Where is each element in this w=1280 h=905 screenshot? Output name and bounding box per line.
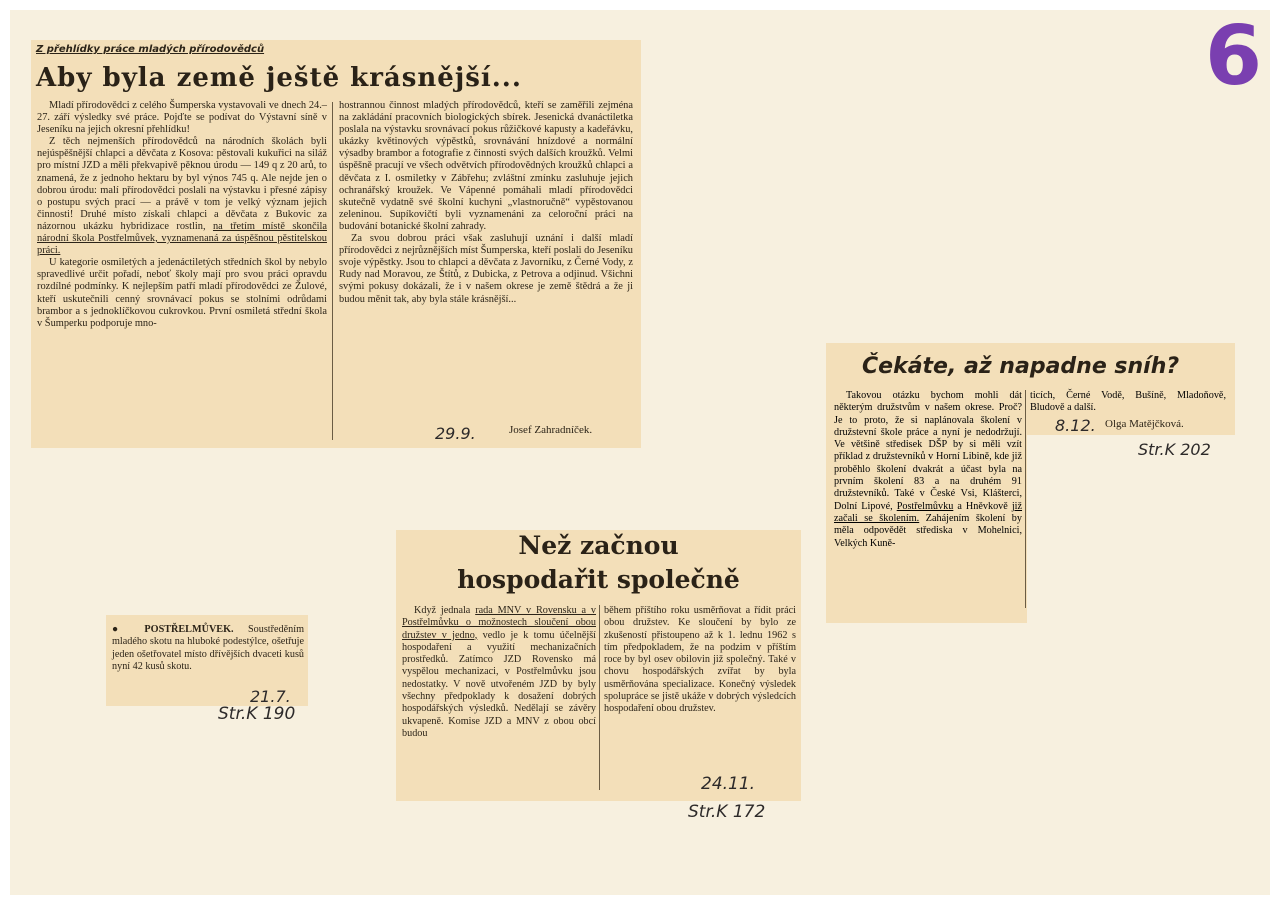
article3-column-2 <box>604 605 796 716</box>
article2-date-handwritten: 8.12. <box>1055 416 1096 435</box>
clipping-nez-zacnou-hospodarit <box>396 530 801 801</box>
article1-headline: Aby byla země ještě krásnější... <box>36 63 522 93</box>
article4-text <box>112 624 304 674</box>
article1-underlined-text: na třetím místě skončila národní škola Postřelmůvek, vyznamenaná za úspěšnou pěstitelskou práci. <box>37 220 327 257</box>
article2-column-1 <box>834 390 1022 550</box>
article4-date-handwritten: 21.7. <box>250 687 291 706</box>
page-number: 6 <box>1205 9 1263 104</box>
article1-author: Josef Zahradníček. <box>509 424 593 436</box>
article1-date-handwritten: 29.9. <box>435 424 476 443</box>
article2-column-2 <box>1030 390 1226 415</box>
article2-page-reference: Str.K 202 <box>1138 440 1211 459</box>
article3-headline-line-1: Než začnou <box>518 531 679 560</box>
article2-paragraph: Takovou otázku bychom mohli dát některým družstvům v našem okrese. Proč? Je to proto, že si naplánovala školení v družstevní škole práce a nyní je nedodržují. Ve většině středisek DŠP by si měli vzít příklad z družstevníků v Horní Libině, kde již proběhlo školení dvakrát a účast byla na prvním školení 83 a na druhém 91 družstevníků. Také v České Vsi, Klášterci, Dolní Lipové, Postřelmůvku a Hněvkově již začali se školením. Zahájením školení by měla odpovědět střediska v Mohelnici, Velkých Kuně- <box>834 390 1023 549</box>
article3-headline-line-2: hospodařit společně <box>457 565 740 594</box>
article2-underlined-text: již začali se školením. <box>834 500 1023 524</box>
column-divider <box>332 102 333 440</box>
article1-paragraph: Z těch nejmenších přírodovědců na národních školách byli nejúspěšnější chlapci a děvčata z Kosova: pěstovali kukuřici na siláž pro místní JZD a měli překvapivě pěknou úrodu — 149 q z 20 arů, to znamená, že z jednoho hektaru by byl výnos 745 q. Ale nejde jen o dobrou úrodu: malí přírodovědci poslali na výstavku i přesné zápisy o postupu svých prací — a právě v tom je velký význam jejich činnosti! Druhé místo získali chlapci a děvčata z Bukovic za názornou ukázku hybridizace rostlin, na třetím místě skončila národní škola Postřelmůvek, vyznamenaná za úspěšnou pěstitelskou práci. <box>37 136 327 257</box>
article1-paragraph: hostrannou činnost mladých přírodovědců, kteří se zaměřili zejména na zakládání pracovních biologických sbírek. Jesenická dvanáctiletka poslala na výstavku srovnávací pokus růžičkové kapusty a kadeřávku, ukázky květinových výpěstků, srovnávání hnízdové a normální výsadby brambor a fotografie z činnosti svých dalších kroužků. Velmi úspěšně pracují ve všech odvětvích přírodovědných kroužků chlapci a děvčata z I. osmiletky v Zábřehu; zvláštní zmínku zasluhuje jejich ochranářský kroužek. Ve Vápenné pomáhali mladí přírodovědci skutečně vydatně své školní kuchyni „vlastnoručně“ vypěstovanou zeleninou. Supíkovičtí byli vyznamenáni za celoroční práci na budování botanické školní zahrady. <box>339 100 633 232</box>
clipping-aby-byla-zeme <box>31 40 641 448</box>
article1-paragraph: Za svou dobrou práci však zasluhují uznání i další mladí přírodovědci z nejrůznějších míst Šumperska, kteří poslali do Jeseníku svoje výpěstky. Jsou to chlapci a děvčata z Javorníku, z Černé Vody, z Rudy nad Moravou, ze Štítů, z Dubicka, z Petrova a odjinud. Všichni svými pokusy dokázali, že i v našem okrese je země štědrá a že ji budou měnit tak, aby byla stále krásnější... <box>339 233 633 305</box>
clipping-postrelmuvek <box>106 615 308 706</box>
article1-paragraph: Mladí přírodovědci z celého Šumperska vystavovali ve dnech 24.–27. září výsledky své práce. Pojďte se podívat do Výstavní síně v Jeseníku na jejich okresní přehlídku! <box>37 100 327 136</box>
article4-page-reference: Str.K 190 <box>218 704 296 724</box>
article1-paragraph: U kategorie osmiletých a jedenáctiletých středních škol by nebylo spravedlivé určit pořadí, neboť školy mají pro svou práci opravdu rozdílné podmínky. K nejlepším patří mladí přírodovědci ze Žulové, kteří uskutečnili cenný srovnávací pokus se stolními odrůdami brambor a s jednoklíčkovou cukrovkou. První osmiletá střední škola v Šumperku podporuje mno- <box>37 257 327 329</box>
article1-column-1 <box>37 100 327 330</box>
article3-underlined-text: rada MNV v Rovensku a v Postřelmůvku o možnostech sloučení obou družstev v jedno, <box>402 605 597 641</box>
column-divider <box>599 605 600 790</box>
article3-paragraph: během příštího roku usměrňovat a řídit práci obou družstev. Ke sloučení by bylo ze zkušeností přistoupeno až k 1. lednu 1962 s tím předpokladem, že na podzim v příštím roce by byl osev obilovin již společný. Také v chovu hospodářských zvířat by byla usměrňována specializace. Konečný výsledek spolupráce se jistě ukáže v dobrých výsledcích hospodaření obou družstev. <box>604 605 796 715</box>
article3-column-1 <box>402 605 596 740</box>
article3-page-reference: Str.K 172 <box>688 802 766 822</box>
article3-date-handwritten: 24.11. <box>701 774 756 794</box>
article2-underlined-text: Postřelmůvku <box>896 500 954 512</box>
article2-paragraph: ticích, Černé Vodě, Bušíně, Mladoňově, Bludově a další. <box>1030 390 1226 414</box>
article2-author: Olga Matějčková. <box>1105 418 1184 430</box>
article2-headline: Čekáte, až napadne sníh? <box>862 354 1180 379</box>
column-divider <box>1025 390 1026 608</box>
article1-rubric: Z přehlídky práce mladých přírodovědců <box>36 44 265 55</box>
article4-paragraph: ● POSTŘELMŮVEK. Soustředěním mladého skotu na hluboké podestýlce, ošetřuje jeden ošetřovatel místo dřívějších dvaceti kusů nyní 42 kusů skotu. <box>112 624 305 673</box>
article1-column-2 <box>339 100 633 306</box>
article3-paragraph: Když jednala rada MNV v Rovensku a v Postřelmůvku o možnostech sloučení obou družstev v jedno, vedlo je k tomu účelnější hospodaření a využití mechanizačních prostředků. Zatímco JZD Rovensko má vyspělou mechanizaci, v Postřelmůvku jsou nedostatky. V nově utvořeném JZD by byly všechny předpoklady k dosažení dobrých hospodářských výsledků. Nedělají se závěry ukvapeně. Komise JZD a MNV z obou obcí budou <box>402 605 597 739</box>
